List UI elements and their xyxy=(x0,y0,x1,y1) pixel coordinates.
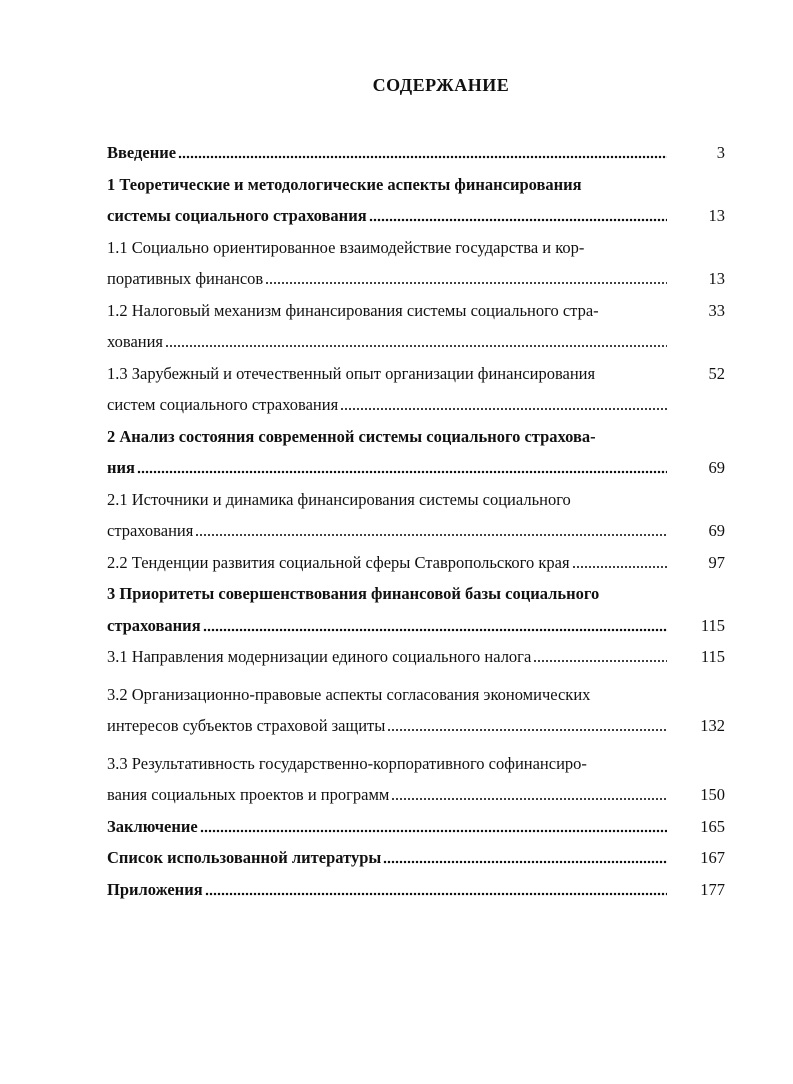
toc-entry-text xyxy=(107,547,667,579)
toc-entry-line-text: интересов субъектов страховой защиты xyxy=(107,716,386,735)
toc-entry-line-text: 3.2 Организационно-правовые аспекты согласования экономических xyxy=(107,684,591,704)
toc-entry-text xyxy=(107,169,667,232)
toc-page-number-column xyxy=(667,641,725,673)
toc-entry-line-text: 1 Теоретические и методологические аспекты финансирования xyxy=(107,174,582,194)
toc-entry-line xyxy=(107,137,667,169)
dot-leader xyxy=(178,152,667,162)
toc-entry-line xyxy=(107,263,667,295)
toc-entry-line-text: 3.3 Результативность государственно-корпоративного софинансиро- xyxy=(107,753,587,773)
dot-leader xyxy=(203,625,667,635)
toc-page-number-column xyxy=(667,547,725,579)
toc-page-number-column xyxy=(667,679,725,742)
toc-entry-line xyxy=(107,811,667,843)
toc-entry-line xyxy=(107,610,667,642)
toc-page-number-column xyxy=(667,748,725,811)
toc-page-number: 177 xyxy=(700,879,725,899)
toc-entry[interactable] xyxy=(107,842,725,874)
toc-entry-text xyxy=(107,421,667,484)
toc-page-number: 165 xyxy=(700,816,725,836)
toc-page-number: 115 xyxy=(700,615,725,635)
toc-page-number: 69 xyxy=(708,458,725,477)
toc-entry-line xyxy=(107,515,667,547)
toc-entry-text xyxy=(107,641,667,673)
toc-entry-text xyxy=(107,137,667,169)
toc-entry-line xyxy=(107,874,667,906)
dot-leader xyxy=(572,562,667,572)
dot-leader xyxy=(387,725,667,735)
toc-entry-text xyxy=(107,358,667,421)
toc-entry-line xyxy=(107,484,667,516)
toc-entry-line xyxy=(107,200,667,232)
toc-entry-line-text: Список использованной литературы xyxy=(107,848,382,867)
toc-page-number: 13 xyxy=(708,206,725,225)
toc-entry-line xyxy=(107,679,667,711)
toc-entry-line-text: Введение xyxy=(107,143,177,162)
toc-page-number-column xyxy=(667,484,725,547)
toc-entry[interactable] xyxy=(107,811,725,843)
toc-entry[interactable] xyxy=(107,874,725,906)
dot-leader xyxy=(137,467,667,477)
toc-page-number-column xyxy=(667,232,725,295)
toc-page-number: 132 xyxy=(700,716,725,735)
toc-entry-line xyxy=(107,641,667,673)
toc-entry-line-text: 1.2 Налоговый механизм финансирования системы социального стра- xyxy=(107,300,599,320)
toc-entry[interactable] xyxy=(107,484,725,547)
toc-page-number-column xyxy=(667,421,725,484)
toc-entry[interactable] xyxy=(107,748,725,811)
toc-page-number-column xyxy=(667,811,725,843)
toc-entry-text xyxy=(107,295,667,358)
dot-leader xyxy=(165,341,667,351)
toc-entry-line xyxy=(107,842,667,874)
toc-entry-line xyxy=(107,421,667,453)
toc-entry[interactable] xyxy=(107,169,725,232)
toc-entry-line xyxy=(107,169,667,201)
toc-page-number-column xyxy=(667,842,725,874)
toc-entry-line-text: страхования xyxy=(107,521,194,540)
dot-leader xyxy=(340,404,667,414)
toc-entry-line xyxy=(107,232,667,264)
page-title: СОДЕРЖАНИЕ xyxy=(372,75,510,95)
toc-entry[interactable] xyxy=(107,295,725,358)
toc-entry-line-text: поративных финансов xyxy=(107,269,264,288)
toc-page-number-column xyxy=(667,137,725,169)
toc-entry[interactable] xyxy=(107,679,725,742)
table-of-contents xyxy=(107,137,725,905)
toc-entry[interactable] xyxy=(107,232,725,295)
toc-entry-line-text: 2.1 Источники и динамика финансирования системы социального xyxy=(107,489,571,509)
toc-entry-line-text: ния xyxy=(107,458,135,477)
dot-leader xyxy=(265,278,667,288)
dot-leader xyxy=(369,215,667,225)
toc-page-number-column xyxy=(667,169,725,232)
toc-entry-line xyxy=(107,748,667,780)
dot-leader xyxy=(195,530,667,540)
toc-entry-line xyxy=(107,358,667,390)
toc-entry-text xyxy=(107,232,667,295)
toc-entry-line-text: вания социальных проектов и программ xyxy=(107,785,390,804)
toc-entry-text xyxy=(107,842,667,874)
toc-page-number: 33 xyxy=(708,300,725,320)
toc-entry-line-text: 3.1 Направления модернизации единого социального налога xyxy=(107,647,532,666)
toc-entry-line xyxy=(107,710,667,742)
toc-page-number: 150 xyxy=(700,785,725,804)
toc-entry[interactable] xyxy=(107,421,725,484)
toc-entry[interactable] xyxy=(107,547,725,579)
dot-leader xyxy=(391,794,667,804)
toc-entry-line-text: 1.1 Социально ориентированное взаимодействие государства и кор- xyxy=(107,237,585,257)
toc-page-number-column xyxy=(667,874,725,906)
toc-entry-line xyxy=(107,452,667,484)
toc-entry-line-text: страхования xyxy=(107,615,201,635)
toc-page-number: 52 xyxy=(708,363,725,383)
toc-page-number-column xyxy=(667,578,725,641)
toc-entry-line xyxy=(107,389,667,421)
toc-entry-text xyxy=(107,874,667,906)
toc-entry-text xyxy=(107,679,667,742)
toc-page-number: 69 xyxy=(708,521,725,540)
dot-leader xyxy=(200,826,667,836)
toc-entry-text xyxy=(107,748,667,811)
toc-entry-line-text: 2 Анализ состояния современной системы социального страхова- xyxy=(107,426,596,446)
toc-entry[interactable] xyxy=(107,641,725,673)
toc-entry-line-text: Заключение xyxy=(107,816,198,836)
toc-entry-line xyxy=(107,295,667,327)
toc-entry-line xyxy=(107,578,667,610)
toc-entry-line-text: 2.2 Тенденции развития социальной сферы Ставропольского края xyxy=(107,552,570,572)
dot-leader xyxy=(205,889,667,899)
toc-entry-line-text: систем социального страхования xyxy=(107,395,339,414)
toc-entry[interactable] xyxy=(107,137,725,169)
toc-page-number-column xyxy=(667,358,725,421)
toc-entry-line-text: Приложения xyxy=(107,879,203,899)
toc-entry-text xyxy=(107,811,667,843)
toc-entry-line xyxy=(107,326,667,358)
dot-leader xyxy=(383,857,667,867)
toc-entry-text xyxy=(107,484,667,547)
toc-page-number: 115 xyxy=(700,647,725,666)
toc-page-number: 3 xyxy=(716,143,725,162)
toc-entry-line xyxy=(107,547,667,579)
toc-page-number: 167 xyxy=(700,848,725,867)
toc-page-number: 13 xyxy=(708,269,725,288)
toc-entry-line-text: системы социального страхования xyxy=(107,206,367,225)
toc-page-number-column xyxy=(667,295,725,358)
toc-entry-line-text: 3 Приоритеты совершенствования финансовой базы социального xyxy=(107,584,600,603)
toc-entry[interactable] xyxy=(107,578,725,641)
toc-entry-line-text: хования xyxy=(107,332,164,351)
toc-entry[interactable] xyxy=(107,358,725,421)
toc-entry-line-text: 1.3 Зарубежный и отечественный опыт организации финансирования xyxy=(107,363,596,383)
toc-entry-line xyxy=(107,779,667,811)
toc-page-number: 97 xyxy=(708,552,725,572)
toc-entry-text xyxy=(107,578,667,641)
dot-leader xyxy=(533,656,667,666)
